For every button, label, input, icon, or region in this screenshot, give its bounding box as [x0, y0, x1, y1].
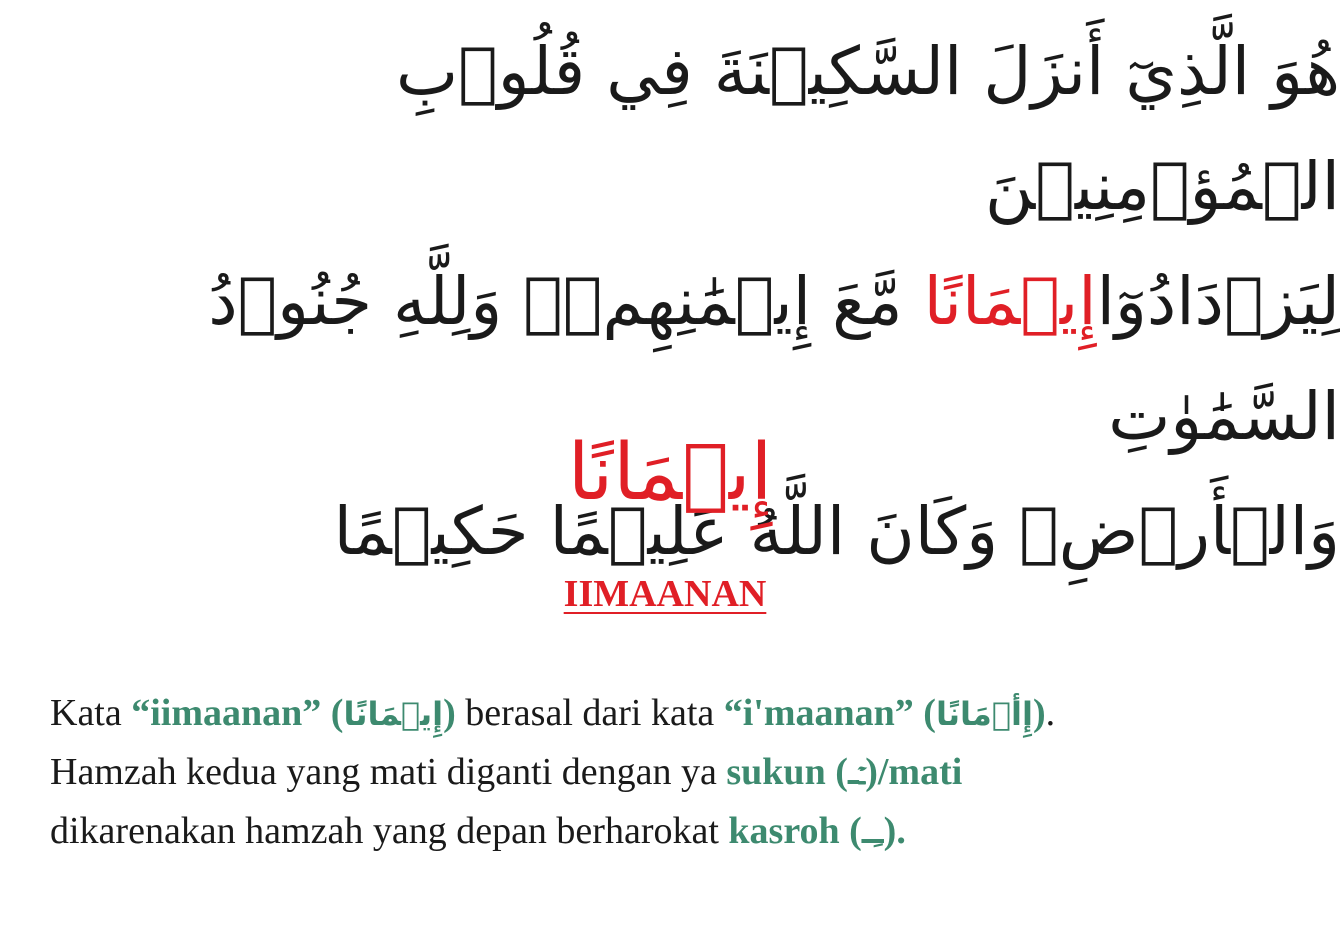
sukun-symbol: ـۡـ	[847, 754, 866, 792]
term-iimaanan: “iimaanan” (إِيۡمَانًا)	[131, 692, 456, 734]
kasroh-symbol: ـِـ	[861, 813, 884, 851]
term-imaanan: “i'maanan” (إِأۡمَانًا)	[723, 692, 1046, 734]
verse-line-1: هُوَ الَّذِيٓ أَنزَلَ السَّكِيۡنَةَ فِي قُلُوۡبِ الۡمُؤۡمِنِيۡنَ	[395, 33, 1340, 225]
explanation-line-3: dikarenakan hamzah yang depan berharokat kasroh (ـِـ).	[50, 810, 906, 852]
term-kasroh: kasroh (ـِـ).	[728, 810, 906, 852]
focus-word-arabic: إِيۡمَانًا	[567, 428, 773, 518]
explanation-line-1: Kata “iimaanan” (إِيۡمَانًا) berasal dari kata “i'maanan” (إِأۡمَانًا).	[50, 692, 1056, 734]
term-sukun: sukun (ـۡـ)/mati	[726, 751, 963, 793]
verse-line-2: لِيَزۡدَادُوٓاإِيۡمَانًا مَّعَ إِيۡمَٰنِهِمۡۗ وَلِلَّهِ جُنُوۡدُ السَّمَٰوٰتِ	[208, 263, 1340, 455]
verse-highlighted-word: إِيۡمَانًا	[923, 263, 1097, 340]
explanation-paragraph	[50, 684, 1330, 861]
transliteration-heading: IIMAANAN	[563, 573, 767, 615]
explanation-line-2: Hamzah kedua yang mati diganti dengan ya sukun (ـۡـ)/mati	[50, 751, 963, 793]
verse-line-3: وَالۡأَرۡضِۚ وَكَانَ اللَّهُ عَلِيۡمًا حَكِيۡمًا	[333, 493, 1340, 570]
